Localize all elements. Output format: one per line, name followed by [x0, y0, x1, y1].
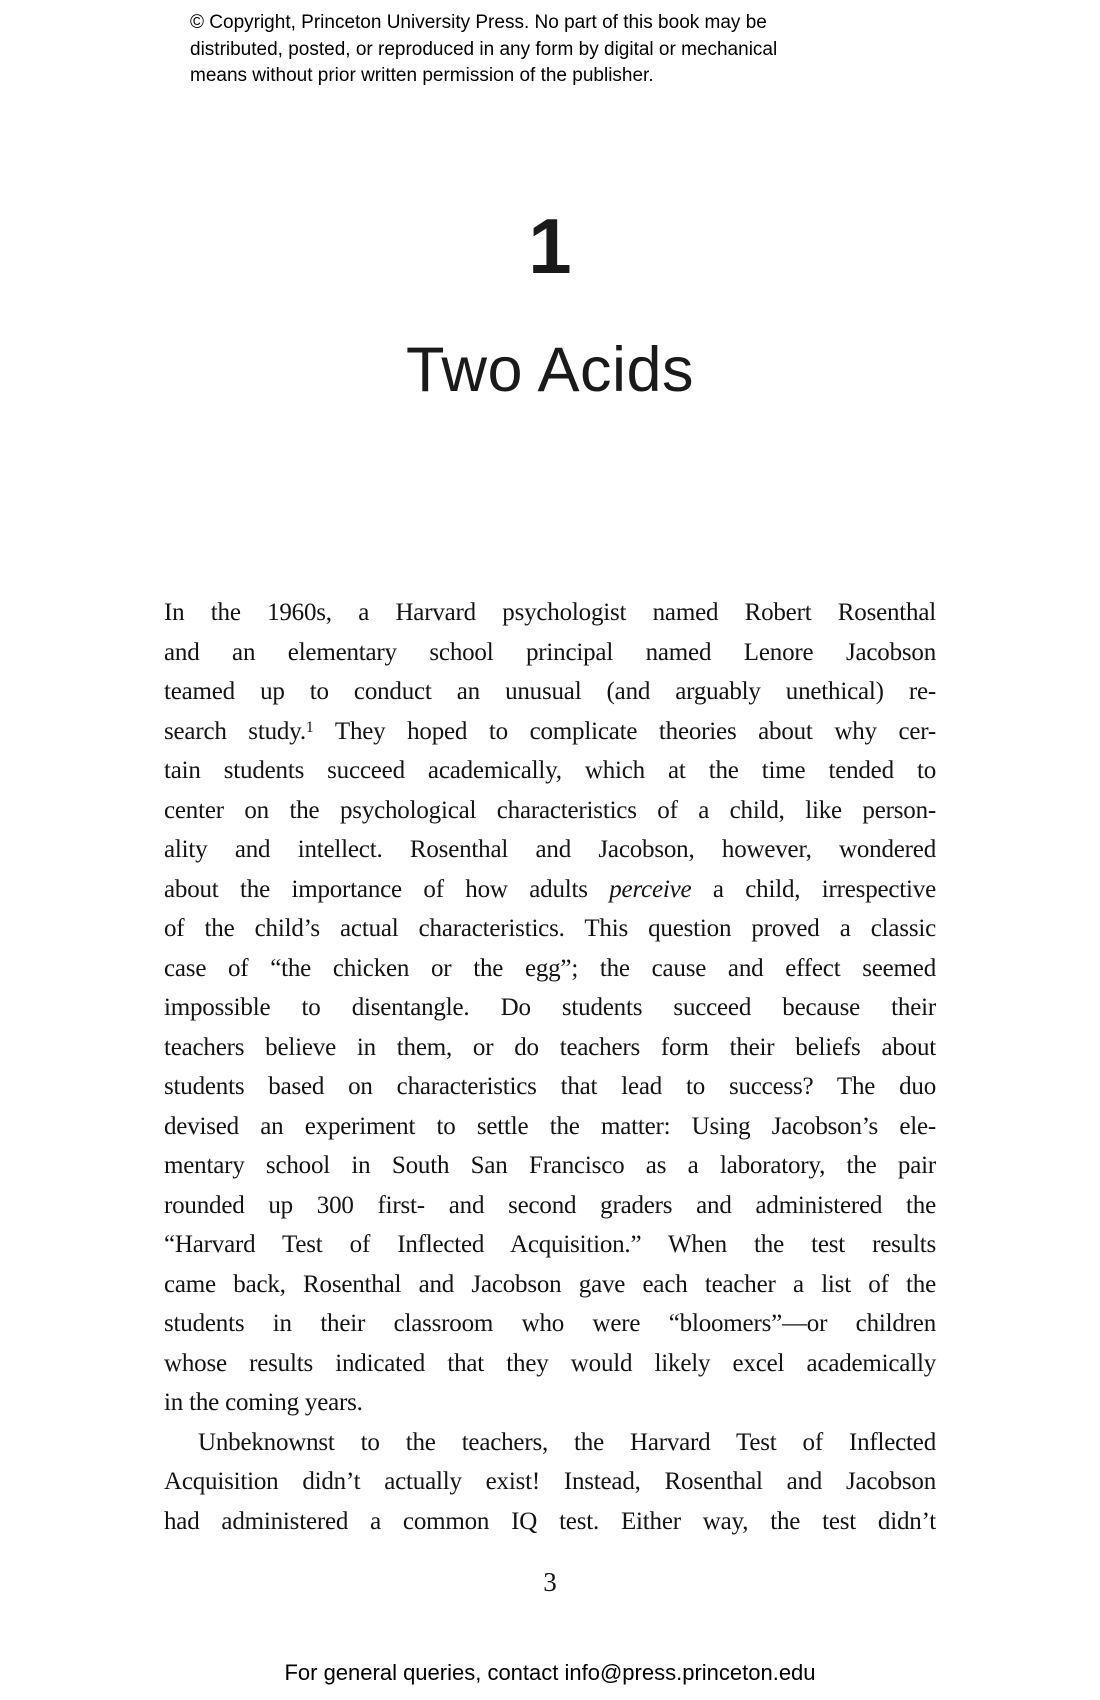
body-line	[164, 1146, 936, 1186]
body-line	[164, 1304, 936, 1344]
body-text-segment: whose results indicated that they would likely excel academically	[164, 1349, 936, 1377]
body-line	[164, 909, 936, 949]
italic-text: perceive	[609, 875, 692, 903]
body-text-segment: of the child’s actual characteristics. This question proved a classic	[164, 915, 936, 942]
copyright-line-2: distributed, posted, or reproduced in any form by digital or mechanical	[190, 38, 778, 60]
body-line	[164, 1344, 936, 1384]
body-line	[164, 1462, 936, 1502]
body-line	[164, 1423, 936, 1463]
body-text-segment: search study.	[164, 717, 306, 745]
body-text-segment: “Harvard Test of Inflected Acquisition.” When the test results	[164, 1231, 936, 1258]
body-text-segment: a child, irrespective	[691, 875, 936, 903]
page-number: 3	[543, 1567, 557, 1597]
copyright-line-1: © Copyright, Princeton University Press. No part of this book may be	[190, 12, 767, 33]
copyright-line-3: means without prior written permission of the publisher.	[190, 65, 654, 86]
body-line	[164, 751, 936, 791]
body-text-segment: Acquisition didn’t actually exist! Instead, Rosenthal and Jacobson	[164, 1468, 936, 1495]
body-line	[164, 1383, 936, 1423]
chapter-title: Two Acids	[405, 335, 695, 405]
body-line	[164, 633, 936, 673]
body-text-segment: devised an experiment to settle the matter: Using Jacobson’s ele-	[164, 1112, 936, 1140]
body-text-segment: came back, Rosenthal and Jacobson gave each teacher a list of the	[164, 1270, 936, 1298]
body-line	[164, 1067, 936, 1107]
body-line	[164, 672, 936, 712]
body-line	[164, 830, 936, 870]
body-line	[164, 949, 936, 989]
body-line	[164, 1028, 936, 1068]
footnote-marker: 1	[305, 718, 314, 736]
body-text-segment: had administered a common IQ test. Either way, the test didn’t	[164, 1507, 936, 1535]
copyright-notice	[190, 10, 880, 90]
body-line	[164, 1186, 936, 1226]
body-text-segment: case of “the chicken or the egg”; the cause and effect seemed	[164, 954, 936, 982]
body-line	[164, 1502, 936, 1542]
body-text-segment: teachers believe in them, or do teachers form their beliefs about	[164, 1033, 936, 1061]
body-text-segment: rounded up 300 first- and second graders and administered the	[164, 1191, 936, 1219]
body-line	[164, 1225, 936, 1265]
body-text-segment: teamed up to conduct an unusual (and arguably unethical) re-	[164, 678, 936, 705]
footer-contact: For general queries, contact info@press.princeton.edu	[284, 1660, 816, 1685]
body-line	[164, 870, 936, 910]
body-line	[164, 593, 936, 633]
body-line	[164, 988, 936, 1028]
body-text-segment: ality and intellect. Rosenthal and Jacobson, however, wondered	[164, 836, 936, 863]
body-text-segment: center on the psychological characteristics of a child, like person-	[164, 796, 936, 824]
body-text-segment: In the 1960s, a Harvard psychologist named Robert Rosenthal	[164, 599, 936, 626]
body-text-segment: Unbeknownst to the teachers, the Harvard Test of Inflected	[198, 1428, 936, 1456]
body-text-segment: in the coming years.	[164, 1389, 363, 1416]
body-text	[164, 593, 936, 1541]
chapter-number: 1	[528, 202, 572, 290]
body-line	[164, 1265, 936, 1305]
body-text-segment: students based on characteristics that lead to success? The duo	[164, 1073, 936, 1100]
body-text-segment: They hoped to complicate theories about why cer-	[313, 717, 937, 745]
body-text-segment: about the importance of how adults	[164, 875, 610, 903]
body-text-segment: and an elementary school principal named Lenore Jacobson	[164, 638, 936, 666]
body-line	[164, 1107, 936, 1147]
body-text-segment: impossible to disentangle. Do students succeed because their	[164, 994, 936, 1021]
body-text-segment: mentary school in South San Francisco as a laboratory, the pair	[164, 1152, 936, 1179]
body-text-segment: students in their classroom who were “bloomers”—or children	[164, 1310, 936, 1337]
body-line	[164, 712, 936, 752]
body-line	[164, 791, 936, 831]
body-text-segment: tain students succeed academically, which at the time tended to	[164, 757, 936, 784]
